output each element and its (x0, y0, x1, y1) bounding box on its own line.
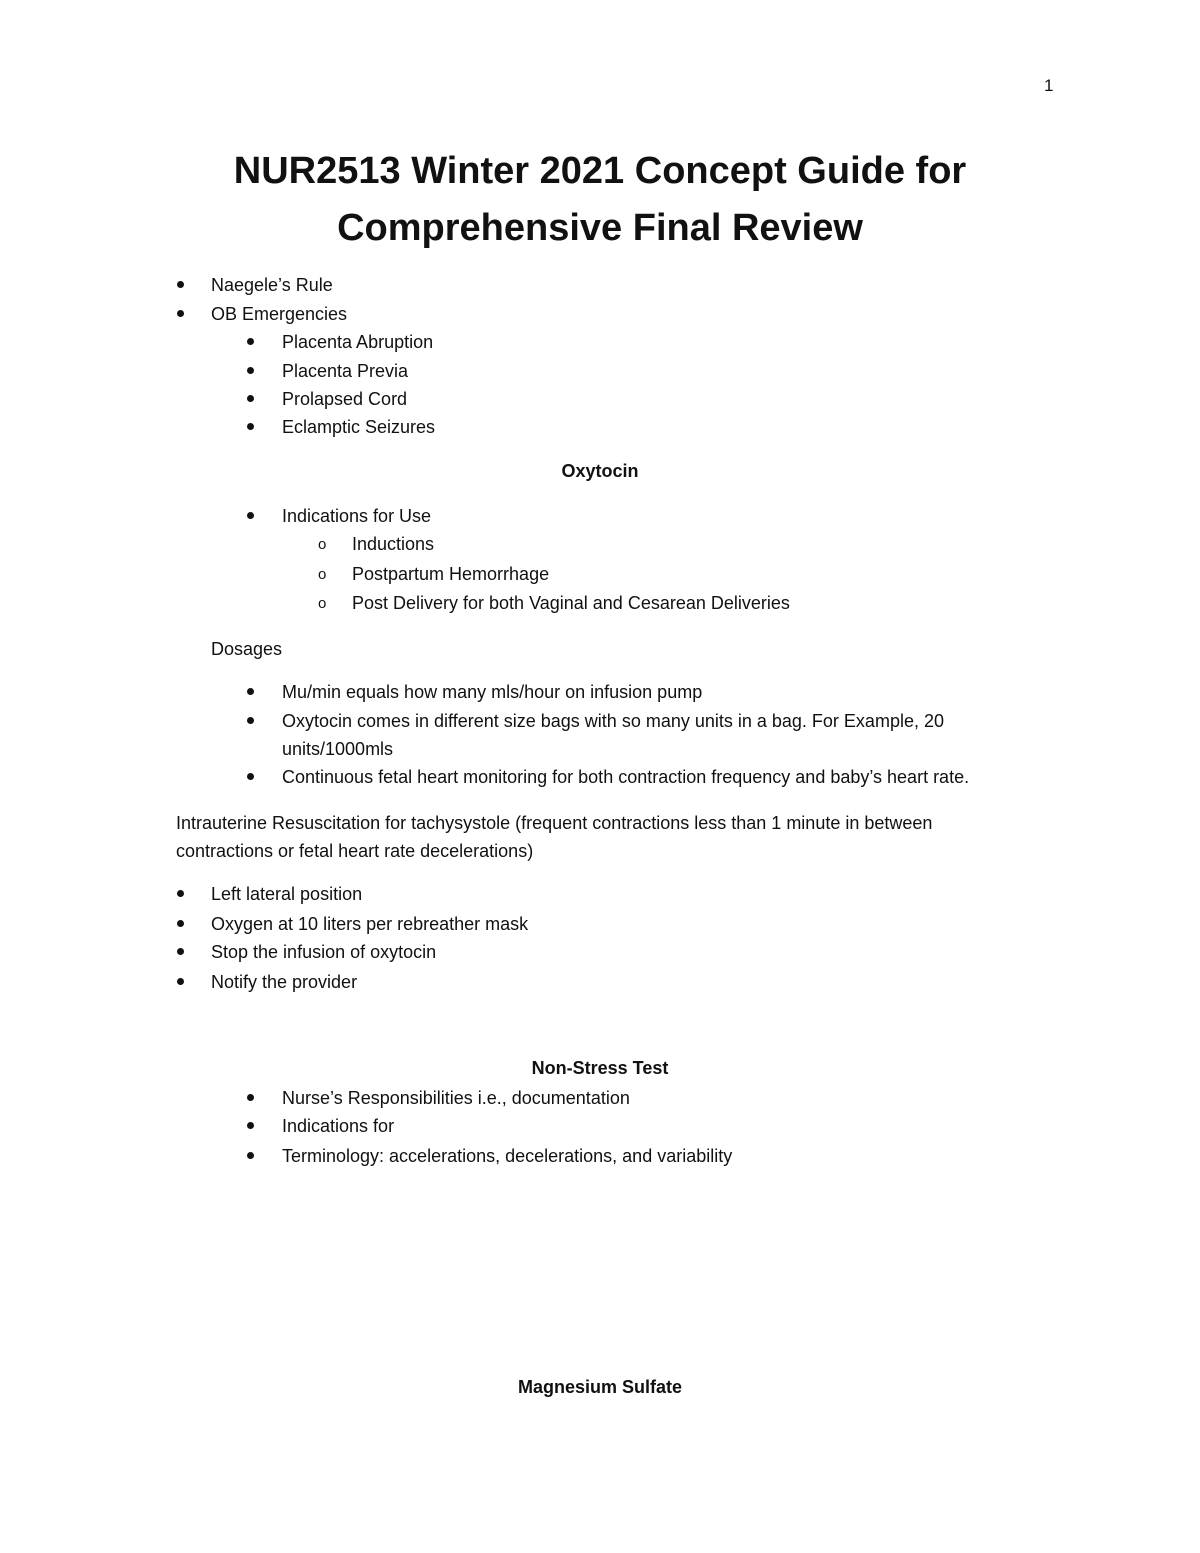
list-item: Nurse’s Responsibilities i.e., documentation (282, 1088, 630, 1108)
bullet-icon (247, 688, 254, 695)
circle-bullet-icon: o (318, 536, 327, 553)
list-item-continuation: units/1000mls (282, 739, 394, 759)
list-item: Postpartum Hemorrhage (352, 564, 550, 584)
list-item: Left lateral position (211, 884, 363, 904)
bullet-icon (177, 948, 184, 955)
bullet-icon (247, 367, 254, 374)
bullet-icon (247, 1152, 254, 1159)
resuscitation-intro-line-1: Intrauterine Resuscitation for tachysystole (frequent contractions less than 1 minute in between (176, 813, 933, 833)
list-item: Indications for (282, 1116, 395, 1136)
bullet-icon (177, 978, 184, 985)
list-item: Oxytocin comes in different size bags with so many units in a bag. For Example, 20 (282, 711, 944, 731)
bullet-icon (247, 512, 254, 519)
page-number: 1 (1044, 76, 1054, 95)
list-item: OB Emergencies (211, 304, 348, 324)
bullet-icon (247, 717, 254, 724)
bullet-icon (177, 310, 184, 317)
bullet-icon (177, 920, 184, 927)
bullet-icon (177, 281, 184, 288)
list-item: Naegele’s Rule (211, 275, 333, 295)
list-item: Eclamptic Seizures (282, 417, 436, 437)
bullet-icon (247, 1094, 254, 1101)
list-item: Post Delivery for both Vaginal and Cesarean Deliveries (352, 593, 790, 613)
list-item: Oxygen at 10 liters per rebreather mask (211, 914, 529, 934)
circle-bullet-icon: o (318, 595, 327, 612)
indications-label: Indications for Use (282, 506, 432, 526)
list-item: Inductions (352, 534, 435, 554)
list-item: Prolapsed Cord (282, 389, 408, 409)
list-item: Terminology: accelerations, decelerations, and variability (282, 1146, 733, 1166)
circle-bullet-icon: o (318, 566, 327, 583)
list-item: Notify the provider (211, 972, 358, 992)
list-item: Placenta Previa (282, 361, 409, 381)
bullet-icon (177, 890, 184, 897)
oxytocin-heading: Oxytocin (561, 461, 639, 481)
list-item: Continuous fetal heart monitoring for both contraction frequency and baby’s heart rate. (282, 767, 970, 787)
dosages-label: Dosages (211, 639, 283, 659)
bullet-icon (247, 423, 254, 430)
bullet-icon (247, 1122, 254, 1129)
list-item: Stop the infusion of oxytocin (211, 942, 437, 962)
bullet-icon (247, 395, 254, 402)
list-item: Placenta Abruption (282, 332, 434, 352)
nst-heading: Non-Stress Test (531, 1058, 669, 1078)
resuscitation-intro-line-2: contractions or fetal heart rate decelerations) (176, 841, 534, 861)
list-item: Mu/min equals how many mls/hour on infusion pump (282, 682, 703, 702)
bullet-icon (247, 338, 254, 345)
document-title-line-2: Comprehensive Final Review (337, 207, 863, 249)
document-title-line-1: NUR2513 Winter 2021 Concept Guide for (233, 150, 967, 192)
bullet-icon (247, 773, 254, 780)
magnesium-heading: Magnesium Sulfate (517, 1377, 683, 1397)
